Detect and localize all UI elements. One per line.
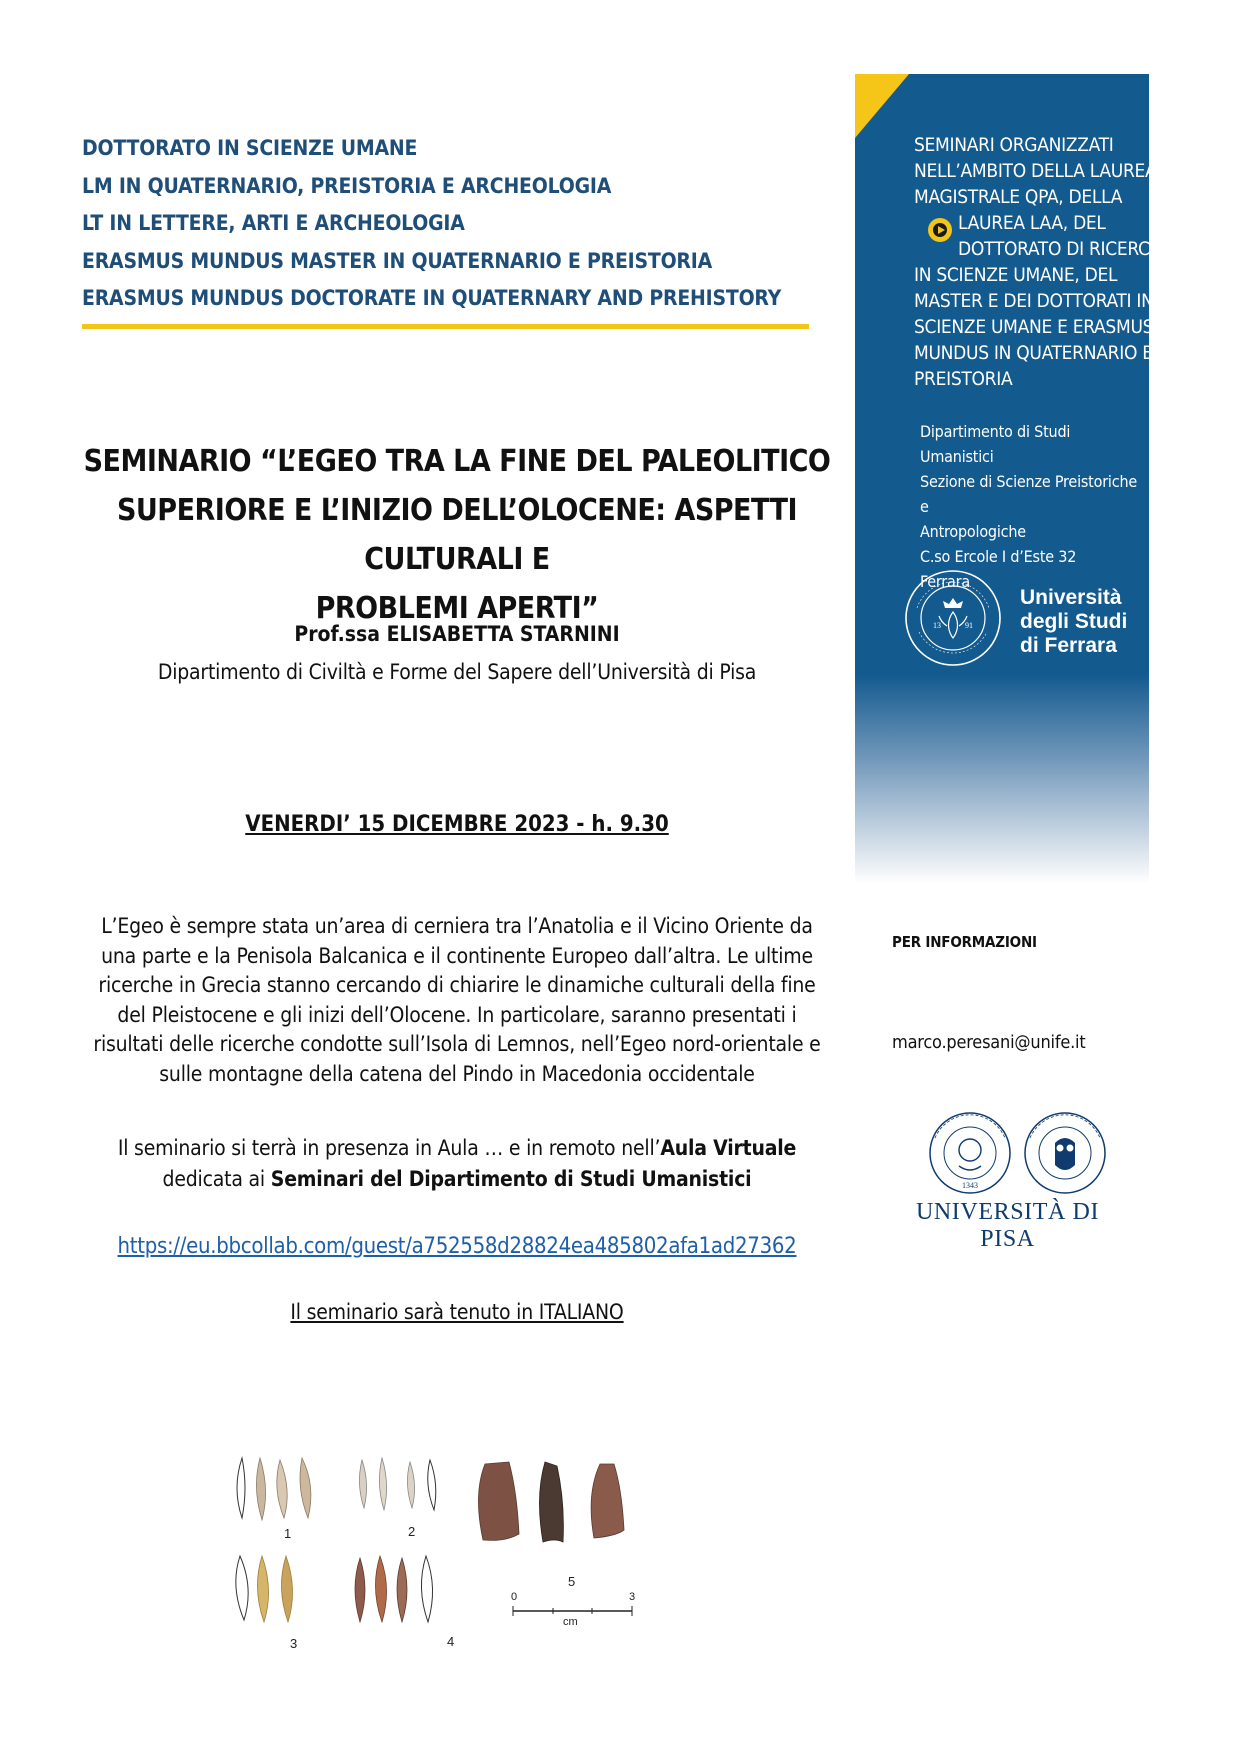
seminar-title xyxy=(72,437,842,633)
virtual-room-name: Aula Virtuale xyxy=(660,1136,797,1160)
organizers-line: LAUREA LAA, DEL xyxy=(958,212,1106,234)
event-date: VENERDI’ 15 DICEMBRE 2023 - h. 9.30 xyxy=(245,812,669,837)
organizers-line: DOTTORATO DI RICERCA xyxy=(958,238,1162,260)
seal-year-right: 91 xyxy=(965,621,973,630)
program-line: ERASMUS MUNDUS MASTER IN QUATERNARIO E PREISTORIA xyxy=(82,248,713,273)
abstract-line: una parte e la Penisola Balcanica e il continente Europeo dall’altra. Le ultime xyxy=(101,943,813,968)
organizers-line: IN SCIENZE UMANE, DEL xyxy=(914,264,1118,286)
title-line: SEMINARIO “L’EGEO TRA LA FINE DEL PALEOLITICO xyxy=(83,444,831,479)
artifact-group-1 xyxy=(237,1458,311,1520)
department-line: C.so Ercole I d’Este 32 xyxy=(920,547,1077,566)
organizers-line: MUNDUS IN QUATERNARIO E xyxy=(914,342,1153,364)
program-line: LM IN QUATERNARIO, PREISTORIA E ARCHEOLOGIA xyxy=(82,173,612,198)
program-list xyxy=(82,130,802,318)
program-line: LT IN LETTERE, ARTI E ARCHEOLOGIA xyxy=(82,211,465,235)
title-line: SUPERIORE E L’INIZIO DELL’OLOCENE: ASPETTI CULTURALI E xyxy=(116,493,798,577)
unife-seal-logo xyxy=(903,568,1003,668)
program-line: ERASMUS MUNDUS DOCTORATE IN QUATERNARY AND PREHISTORY xyxy=(82,286,782,310)
department-line: Antropologiche xyxy=(920,522,1026,541)
figure-label: 1 xyxy=(284,1526,292,1541)
department-line: Sezione di Scienze Preistoriche e xyxy=(920,472,1138,516)
department-line: Dipartimento di Studi Umanistici xyxy=(920,422,1071,466)
figure-label: 3 xyxy=(290,1636,298,1651)
title-line: PROBLEMI APERTI” xyxy=(315,591,599,626)
organizers-line: NELL’AMBITO DELLA LAUREA xyxy=(914,160,1157,182)
department-line: Ferrara xyxy=(920,572,970,591)
venue-text: Il seminario si terrà in presenza in Aula … e in remoto nell’ xyxy=(117,1136,661,1160)
organizers-text xyxy=(914,132,1162,392)
artifact-group-4 xyxy=(355,1556,433,1622)
unife-name-line: Università xyxy=(1020,586,1122,609)
abstract-line: risultati delle ricerche condotte sull’Isola di Lemnos, nell’Egeo nord-orientale e xyxy=(93,1032,821,1056)
unife-name-line: degli Studi xyxy=(1020,610,1128,633)
abstract xyxy=(72,912,842,1089)
figure-label: 2 xyxy=(408,1524,416,1539)
abstract-line: del Pleistocene e gli inizi dell’Olocene. In particolare, saranno presentati i xyxy=(117,1002,797,1027)
artifact-group-5 xyxy=(478,1462,624,1542)
speaker-name: Prof.ssa ELISABETTA STARNINI xyxy=(294,622,620,646)
figure-label: 4 xyxy=(447,1634,455,1649)
figure-label: 5 xyxy=(568,1574,576,1589)
abstract-line: sulle montagne della catena del Pindo in Macedonia occidentale xyxy=(159,1061,755,1086)
online-room-link[interactable]: https://eu.bbcollab.com/guest/a752558d28824ea485802afa1ad27362 xyxy=(117,1234,797,1259)
venue-text: dedicata ai xyxy=(162,1167,271,1191)
venue-info xyxy=(72,1133,842,1195)
program-line: DOTTORATO IN SCIENZE UMANE xyxy=(82,136,418,160)
artifacts-figure xyxy=(230,1456,710,1651)
lithic-artifacts-drawing xyxy=(230,1456,710,1651)
organizers-line: SEMINARI ORGANIZZATI xyxy=(914,134,1114,156)
speaker-affiliation: Dipartimento di Civiltà e Forme del Sapere dell’Università di Pisa xyxy=(157,660,757,684)
scale-bar xyxy=(513,1606,632,1616)
scale-end: 3 xyxy=(629,1591,636,1603)
unife-name xyxy=(1020,586,1127,658)
play-icon xyxy=(928,218,952,242)
contact-email[interactable]: marco.peresani@unife.it xyxy=(892,1032,1086,1053)
organizers-line: MASTER E DEI DOTTORATI IN xyxy=(914,290,1154,312)
seminar-series-name: Seminari del Dipartimento di Studi Umanistici xyxy=(270,1167,752,1191)
scale-start: 0 xyxy=(511,1591,518,1603)
scale-unit: cm xyxy=(563,1616,578,1628)
abstract-line: L’Egeo è sempre stata un’area di cerniera tra l’Anatolia e il Vicino Oriente da xyxy=(101,914,813,938)
organizers-line: SCIENZE UMANE E ERASMUS xyxy=(914,316,1154,338)
abstract-line: ricerche in Grecia stanno cercando di chiarire le dinamiche culturali della fine xyxy=(98,973,816,997)
pisa-seal-year: 1343 xyxy=(962,1181,978,1190)
organizers-line: PREISTORIA xyxy=(914,368,1013,390)
pisa-university-name: UNIVERSITÀ DI PISA xyxy=(915,1199,1100,1252)
info-label: PER INFORMAZIONI xyxy=(892,933,1037,951)
artifact-group-2 xyxy=(359,1458,435,1510)
artifact-group-3 xyxy=(236,1556,293,1622)
corner-triangle-decoration xyxy=(855,74,909,138)
unife-name-line: di Ferrara xyxy=(1020,634,1117,657)
header-divider xyxy=(82,324,809,329)
seal-year-left: 13 xyxy=(933,621,941,630)
pisa-seal-logos xyxy=(915,1108,1125,1198)
language-note: Il seminario sarà tenuto in ITALIANO xyxy=(290,1300,624,1324)
organizers-line: MAGISTRALE QPA, DELLA xyxy=(914,186,1123,208)
